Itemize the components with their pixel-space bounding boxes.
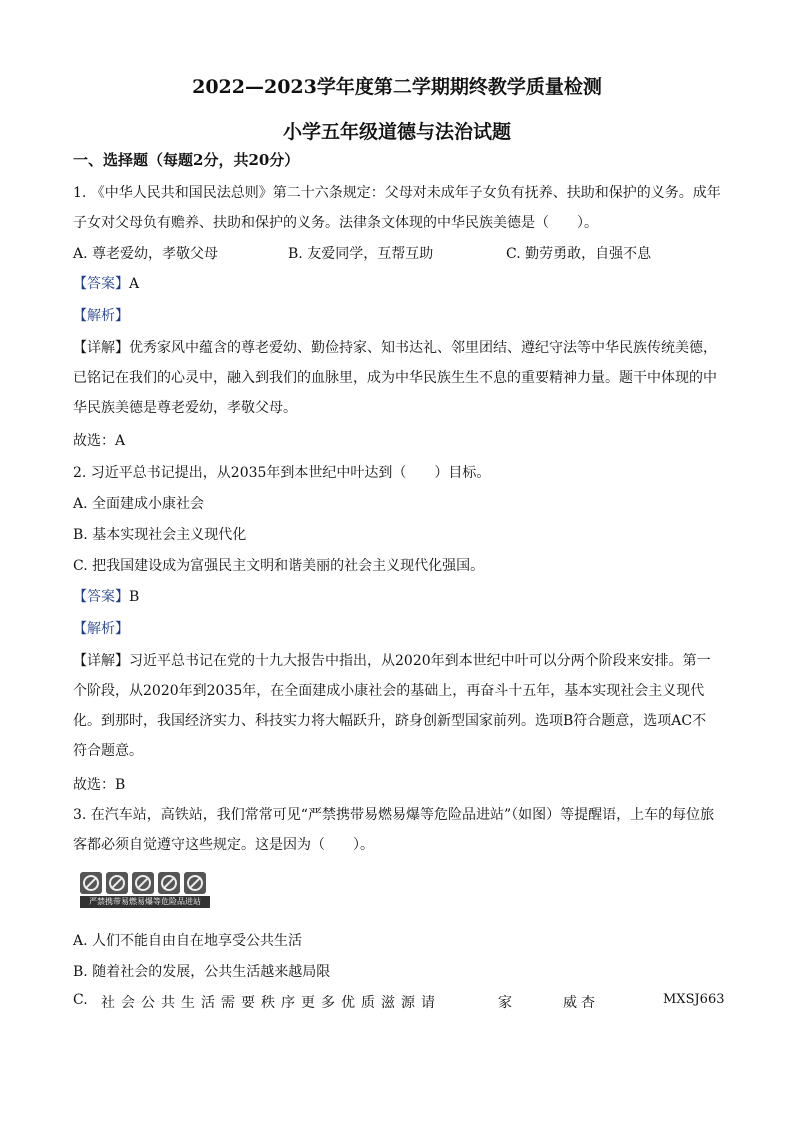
q1-option-b: B. 友爱同学，互帮互助: [288, 246, 434, 262]
q2-text-line1: 2. 习近平总书记提出，从2035年到本世纪中叶达到（ ）目标。: [73, 465, 491, 481]
section-heading: 一、选择题（每题2分，共20分）: [73, 151, 300, 169]
no-gun-icon: [80, 872, 102, 894]
exam-subtitle: 小学五年级道德与法治试题: [282, 121, 511, 143]
detail-text: 优秀家风中蕴含的尊老爱幼、勤俭持家、知书达礼、邻里团结、遵纪守法等中华民族传统美德，: [129, 340, 717, 356]
q2-detail-line2: 个阶段，从2020年到2035年，在全面建成小康社会的基础上，再奋斗十五年，基本实现社会主义现代: [73, 683, 705, 699]
q3-option-a: A. 人们不能自由自在地享受公共生活: [73, 933, 303, 949]
prohibition-sign-image: [80, 872, 210, 910]
q1-detail-line1: [73, 338, 723, 358]
q2-option-a: A. 全面建成小康社会: [73, 496, 205, 512]
q2-detail-line1: [73, 651, 723, 671]
q3-option-c: [73, 992, 723, 1012]
option-c-prefix: C.: [73, 992, 88, 1008]
answer-value: B: [129, 589, 140, 605]
q1-choice: 故选：A: [73, 433, 126, 449]
q2-answer: [73, 587, 723, 607]
option-c-word1: 家: [498, 995, 512, 1011]
option-c-word2: 威杏: [563, 995, 599, 1011]
no-chemical-icon: [184, 872, 206, 894]
q1-text-line2: 子女对父母负有赡养、扶助和保护的义务。法律条文体现的中华民族美德是（ ）。: [73, 215, 598, 231]
detail-tag: 【详解】: [73, 340, 129, 356]
detail-text: 习近平总书记在党的十九大报告中指出，从2020年到本世纪中叶可以分两个阶段来安排。第一: [129, 653, 711, 669]
q2-analysis-tag: 【解析】: [73, 621, 129, 637]
no-explosive-icon: [132, 872, 154, 894]
q2-detail-line4: 符合题意。: [73, 743, 143, 759]
sign-caption: 严禁携带易燃易爆等危险品进站: [80, 896, 210, 908]
option-c-text: 社会公共生活需要秩序更多优质滋源请: [101, 995, 441, 1011]
q1-answer: [73, 274, 723, 294]
q1-option-c: C. 勤劳勇敢，自强不息: [506, 246, 652, 262]
q2-option-c: C. 把我国建设成为富强民主文明和谐美丽的社会主义现代化强国。: [73, 558, 485, 574]
q1-detail-line2: 已铭记在我们的心灵中，融入到我们的血脉里，成为中华民族生生不息的重要精神力量。题干中体现的中: [73, 370, 717, 386]
exam-title: 2022—2023学年度第二学期期终教学质量检测: [192, 76, 602, 98]
no-fire-icon: [106, 872, 128, 894]
no-knife-icon: [158, 872, 180, 894]
q1-analysis-tag: 【解析】: [73, 308, 129, 324]
sign-icon-row: [80, 872, 210, 894]
q2-detail-line3: 化。到那时，我国经济实力、科技实力将大幅跃升，跻身创新型国家前列。选项B符合题意，选项AC不: [73, 713, 707, 729]
q1-detail-line3: 华民族美德是尊老爱幼，孝敬父母。: [73, 400, 297, 416]
q1-text-line1: 1. 《中华人民共和国民法总则》第二十六条规定：父母对未成年子女负有抚养、扶助和保护的义务。成年: [73, 185, 721, 201]
q2-choice: 故选：B: [73, 777, 126, 793]
q2-option-b: B. 基本实现社会主义现代化: [73, 527, 247, 543]
q3-option-b: B. 随着社会的发展，公共生活越来越局限: [73, 964, 331, 980]
watermark-code: MXSJ663: [663, 992, 725, 1007]
q3-text-line1: 3. 在汽车站，高铁站，我们常常可见“严禁携带易燃易爆等危险品进站”（如图）等提醒语，上车的每位旅: [73, 807, 715, 823]
answer-tag: 【答案】: [73, 276, 129, 292]
q1-option-a: A. 尊老爱幼，孝敬父母: [73, 246, 219, 262]
detail-tag: 【详解】: [73, 653, 129, 669]
answer-value: A: [129, 276, 140, 292]
answer-tag: 【答案】: [73, 589, 129, 605]
q3-text-line2: 客都必须自觉遵守这些规定。这是因为（ ）。: [73, 837, 374, 853]
